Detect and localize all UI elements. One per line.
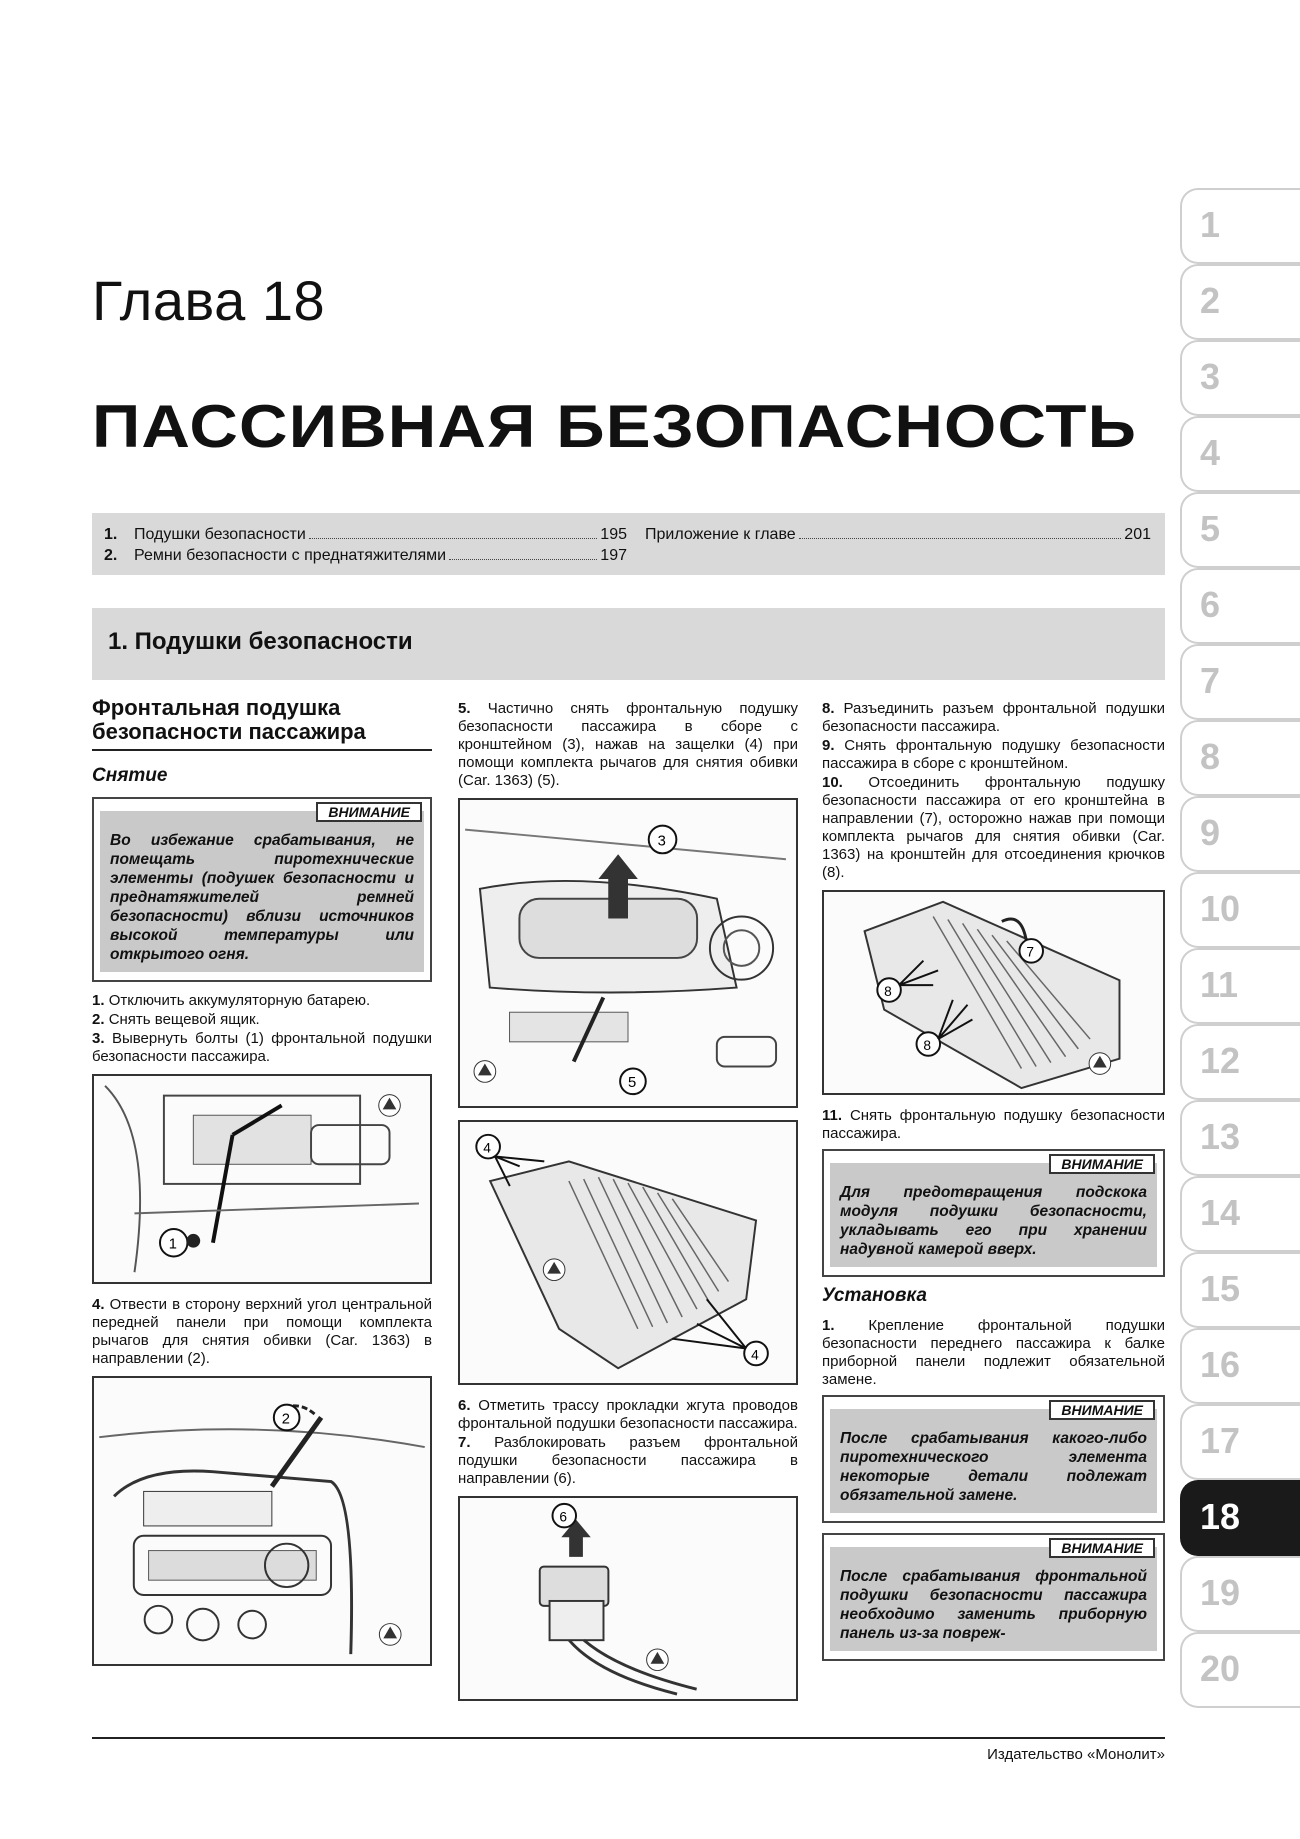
figure-callout: 3 — [657, 833, 666, 850]
latches-illustration — [460, 1122, 796, 1383]
page-title: ПАССИВНАЯ БЕЗОПАСНОСТЬ — [92, 393, 1138, 460]
step-number: 7. — [458, 1434, 471, 1451]
chapter-tab-17[interactable] — [1180, 1404, 1300, 1480]
chapter-tab-1[interactable] — [1180, 188, 1300, 264]
chapter-tab-label: 3 — [1200, 356, 1221, 397]
warning-box — [822, 1149, 1165, 1277]
step-text: Отвести в сторону верхний угол центральной передней панели при помощи комплекта рычагов для снятия обивки (Car. 1363) в направлении (2). — [92, 1296, 432, 1367]
step-text: Отсоединить фронтальную подушку безопасности пассажира от его кронштейна в направлении (7), осторожно нажав при помощи комплекта рычагов для снятия обивки (Car. 1363) на кронштейн для отсоединения крючков (8). — [822, 774, 1165, 881]
section-title: 1. Подушки безопасности — [108, 628, 413, 655]
warning-label: ВНИМАНИЕ — [1049, 1154, 1155, 1174]
chapter-tab-label: 9 — [1200, 812, 1221, 853]
subsection-heading: Фронтальная подушка безопасности пассажира — [92, 696, 432, 751]
step-9 — [822, 737, 1165, 773]
chapter-tab-label: 19 — [1200, 1572, 1241, 1613]
step-8 — [822, 700, 1165, 736]
publisher-footer: Издательство «Монолит» — [987, 1746, 1165, 1763]
toc-entry-page: 197 — [600, 547, 627, 564]
chapter-tab-19[interactable] — [1180, 1556, 1300, 1632]
chapter-tab-label: 13 — [1200, 1116, 1241, 1157]
step-number: 5. — [458, 700, 471, 717]
chapter-tab-18[interactable] — [1180, 1480, 1300, 1556]
step-text: Снять фронтальную подушку безопасности пассажира в сборе с кронштейном. — [822, 737, 1165, 772]
warning-text: Во избежание срабатывания, не помещать пиротехнические элементы (подушек безопасности и преднатяжителей ремней безопасности) вблизи источников высокой температуры или открытого огня. — [100, 811, 424, 972]
figure-callout: 1 — [168, 1236, 177, 1253]
toc-right-column — [645, 526, 1151, 547]
figure-bracket-hooks — [822, 890, 1165, 1095]
figure-latches — [458, 1120, 798, 1385]
chapter-tab-8[interactable] — [1180, 720, 1300, 796]
chapter-tab-label: 12 — [1200, 1040, 1241, 1081]
step-number: 2. — [92, 1011, 105, 1028]
airbag-removal-illustration — [460, 800, 796, 1106]
step-text: Отключить аккумуляторную батарею. — [108, 992, 371, 1009]
connector-illustration — [460, 1498, 796, 1699]
toc-entry-number: 1. — [104, 526, 118, 543]
toc-leader-dots — [449, 548, 597, 560]
section-header — [92, 608, 1165, 680]
warning-label: ВНИМАНИЕ — [1049, 1400, 1155, 1420]
chapter-tab-10[interactable] — [1180, 872, 1300, 948]
step-text: Отметить трассу прокладки жгута проводов фронтальной подушки безопасности пассажира. — [458, 1397, 798, 1432]
step-2 — [92, 1011, 432, 1029]
toc-entry[interactable] — [104, 547, 627, 568]
step-number: 11. — [822, 1107, 843, 1124]
chapter-tab-20[interactable] — [1180, 1632, 1300, 1708]
step-number: 1. — [822, 1317, 835, 1334]
step-text: Снять вещевой ящик. — [108, 1011, 260, 1028]
installation-heading: Установка — [822, 1285, 927, 1306]
figure-callout: 4 — [483, 1140, 491, 1156]
step-number: 9. — [822, 737, 835, 754]
footer-divider — [92, 1737, 1165, 1739]
chapter-toc — [92, 513, 1165, 575]
step-text: Крепление фронтальной подушки безопасности переднего пассажира к балке приборной панели подлежит обязательной замене. — [822, 1317, 1165, 1388]
warning-text: После срабатывания фронтальной подушки безопасности пассажира необходимо заменить приборную панель из-за повреж- — [830, 1547, 1157, 1651]
chapter-tab-7[interactable] — [1180, 644, 1300, 720]
step-number: 1. — [92, 992, 105, 1009]
toc-entry-number: 2. — [104, 547, 118, 564]
figure-glovebox-bolts — [92, 1074, 432, 1284]
figure-callout: 8 — [923, 1037, 932, 1053]
chapter-tab-label: 2 — [1200, 280, 1221, 321]
removal-heading: Снятие — [92, 765, 168, 786]
toc-entry-page: 201 — [1124, 526, 1151, 543]
warning-text: После срабатывания какого-либо пиротехнического элемента некоторые детали подлежат обязательной замене. — [830, 1409, 1157, 1513]
warning-label: ВНИМАНИЕ — [1049, 1538, 1155, 1558]
chapter-label: Глава 18 — [92, 269, 326, 332]
chapter-tab-label: 4 — [1200, 432, 1221, 473]
chapter-tab-label: 18 — [1200, 1496, 1241, 1537]
toc-entry-page: 195 — [600, 526, 627, 543]
figure-callout: 5 — [628, 1075, 637, 1092]
toc-entry-label: Подушки безопасности — [134, 526, 306, 543]
center-panel-illustration — [94, 1378, 430, 1664]
column-3 — [822, 700, 1165, 1671]
chapter-tabs — [1180, 188, 1300, 1708]
chapter-tab-label: 7 — [1200, 660, 1221, 701]
warning-box — [822, 1395, 1165, 1523]
chapter-tab-6[interactable] — [1180, 568, 1300, 644]
step-number: 4. — [92, 1296, 105, 1313]
chapter-tab-label: 11 — [1200, 964, 1239, 1005]
toc-entry-label: Ремни безопасности с преднатяжителями — [134, 547, 447, 564]
chapter-tab-11[interactable] — [1180, 948, 1300, 1024]
chapter-tab-label: 1 — [1200, 204, 1221, 245]
figure-connector — [458, 1496, 798, 1701]
chapter-tab-13[interactable] — [1180, 1100, 1300, 1176]
figure-callout: 4 — [751, 1347, 759, 1363]
warning-box — [92, 797, 432, 982]
step-text: Частично снять фронтальную подушку безопасности пассажира в сборе с кронштейном (3), нажав на защелки (4) при помощи комплекта рычагов для снятия обивки (Car. 1363) (5). — [458, 700, 798, 789]
step-text: Снять фронтальную подушку безопасности пассажира. — [822, 1107, 1165, 1142]
toc-entry[interactable] — [645, 526, 1151, 547]
chapter-tab-14[interactable] — [1180, 1176, 1300, 1252]
step-5 — [458, 700, 798, 790]
chapter-tab-label: 17 — [1200, 1420, 1241, 1461]
step-text: Вывернуть болты (1) фронтальной подушки безопасности пассажира. — [92, 1030, 432, 1065]
step-4 — [92, 1296, 432, 1368]
chapter-tab-label: 16 — [1200, 1344, 1241, 1385]
step-text: Разъединить разъем фронтальной подушки безопасности пассажира. — [822, 700, 1165, 735]
step-number: 10. — [822, 774, 843, 791]
step-6 — [458, 1397, 798, 1433]
figure-callout: 7 — [1026, 944, 1034, 960]
chapter-tab-2[interactable] — [1180, 264, 1300, 340]
toc-leader-dots — [309, 527, 598, 539]
figure-callout: 2 — [281, 1411, 290, 1428]
chapter-tab-4[interactable] — [1180, 416, 1300, 492]
figure-airbag-partial-removal — [458, 798, 798, 1108]
column-2 — [458, 700, 798, 1713]
chapter-tab-label: 8 — [1200, 736, 1221, 777]
warning-text: Для предотвращения подскока модуля подушки безопасности, укладывать его при хранении надувной камерой вверх. — [830, 1163, 1157, 1267]
chapter-tab-label: 5 — [1200, 508, 1221, 549]
chapter-tab-12[interactable] — [1180, 1024, 1300, 1100]
toc-entry-label: Приложение к главе — [645, 526, 796, 543]
chapter-tab-label: 15 — [1200, 1268, 1241, 1309]
figure-callout: 8 — [884, 983, 892, 999]
step-3 — [92, 1030, 432, 1066]
step-10 — [822, 774, 1165, 882]
toc-left-column — [104, 526, 627, 568]
chapter-tab-label: 20 — [1200, 1648, 1241, 1689]
step-text: Разблокировать разъем фронтальной подушки безопасности пассажира в направлении (6). — [458, 1434, 798, 1487]
chapter-tab-16[interactable] — [1180, 1328, 1300, 1404]
figure-callout: 6 — [559, 1509, 568, 1525]
warning-box — [822, 1533, 1165, 1661]
chapter-tab-label: 6 — [1200, 584, 1221, 625]
column-1 — [92, 696, 432, 1678]
step-number: 3. — [92, 1030, 105, 1047]
chapter-tab-15[interactable] — [1180, 1252, 1300, 1328]
chapter-tab-label: 10 — [1200, 888, 1241, 929]
step-1 — [92, 992, 432, 1010]
chapter-tab-5[interactable] — [1180, 492, 1300, 568]
figure-center-panel — [92, 1376, 432, 1666]
step-11 — [822, 1107, 1165, 1143]
step-number: 8. — [822, 700, 835, 717]
chapter-tab-label: 14 — [1200, 1192, 1241, 1233]
install-step-1 — [822, 1317, 1165, 1389]
bracket-hooks-illustration — [824, 892, 1163, 1093]
toc-entry[interactable] — [104, 526, 627, 547]
step-number: 6. — [458, 1397, 471, 1414]
dashboard-illustration — [94, 1076, 430, 1282]
step-7 — [458, 1434, 798, 1488]
chapter-tab-9[interactable] — [1180, 796, 1300, 872]
warning-label: ВНИМАНИЕ — [316, 802, 422, 822]
toc-leader-dots — [799, 527, 1122, 539]
chapter-tab-3[interactable] — [1180, 340, 1300, 416]
